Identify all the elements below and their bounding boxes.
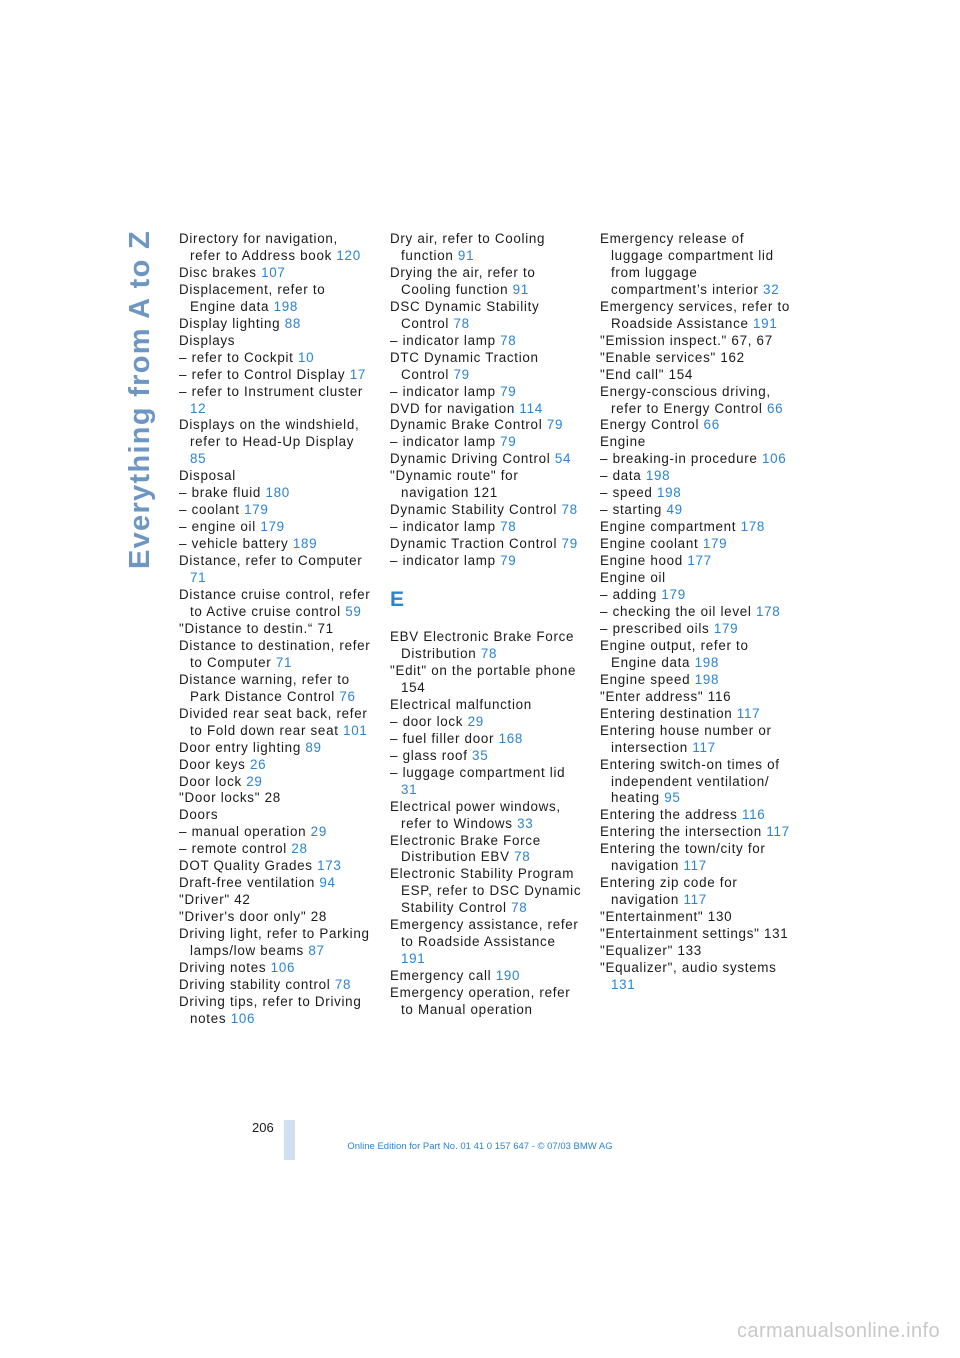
page-reference-link[interactable]: 54 (554, 451, 572, 467)
index-entry (390, 553, 582, 570)
index-entry-text: – speed (600, 485, 653, 501)
edition-footer: Online Edition for Part No. 01 41 0 157 647 - © 07/03 BMW AG (347, 1141, 613, 1152)
index-entry (179, 841, 371, 858)
index-entry (600, 417, 792, 434)
page-tab-bar (284, 1120, 295, 1160)
page-reference-link[interactable]: 94 (319, 875, 336, 891)
index-entry (600, 807, 792, 824)
index-entry (600, 485, 792, 502)
index-entry (179, 519, 371, 536)
index-entry-text: "Edit" on the portable phone 154 (390, 662, 577, 695)
index-entry-text: Energy-conscious driving, refer to Energy Control (600, 383, 771, 416)
page-reference-link[interactable]: 78 (453, 315, 470, 331)
page-reference-link[interactable]: 179 (713, 620, 739, 636)
page-reference-link[interactable]: 179 (702, 536, 728, 552)
index-entry (390, 350, 582, 384)
index-column-3 (600, 231, 792, 994)
index-entry-text: – fuel filler door (390, 730, 495, 746)
index-entry-text: "Door locks" 28 (179, 790, 281, 806)
page-reference-link[interactable]: 106 (230, 1010, 256, 1026)
index-entry (600, 451, 792, 468)
index-entry (600, 621, 792, 638)
index-entry (390, 536, 582, 553)
index-entry-text: EBV Electronic Brake Force Distribution (390, 629, 575, 662)
index-entry-text: Doors (179, 807, 219, 823)
page-reference-link[interactable]: 66 (703, 417, 720, 433)
section-title (118, 230, 162, 580)
index-entry (179, 621, 371, 638)
index-entry-text: – coolant (179, 502, 240, 518)
index-entry (390, 451, 582, 468)
index-entry (390, 629, 582, 663)
index-entry-text: – prescribed oils (600, 620, 710, 636)
index-entry-text: Engine hood (600, 553, 683, 569)
watermark: carmanualsonline.info (737, 1320, 940, 1342)
index-entry (179, 909, 371, 926)
index-entry (179, 265, 371, 282)
index-entry-text: Emergency assistance, refer to Roadside Assistance (390, 917, 579, 950)
index-entry-text: – manual operation (179, 824, 307, 840)
index-entry-text: – refer to Instrument cluster (179, 383, 364, 399)
index-entry (600, 367, 792, 384)
index-entry (179, 502, 371, 519)
page-reference-link[interactable]: 31 (401, 781, 418, 797)
index-entry-text: – breaking-in procedure (600, 451, 758, 467)
index-entry-text: Emergency release of luggage compartment lid from luggage compartment’s interior (600, 231, 774, 297)
index-entry-text: – refer to Control Display (179, 366, 346, 382)
index-entry-text: Draft-free ventilation (179, 875, 315, 891)
index-entry (179, 485, 371, 502)
page-reference-link[interactable]: 28 (291, 841, 308, 857)
index-entry-text: "Equalizer" 133 (600, 943, 702, 959)
page-reference-link[interactable]: 190 (495, 968, 521, 984)
index-entry-text: "Driver's door only" 28 (179, 909, 327, 925)
page-reference-link[interactable]: 78 (500, 519, 517, 535)
index-entry (390, 833, 582, 867)
index-entry (390, 231, 582, 265)
index-entry (179, 926, 371, 960)
index-entry-text: Drying the air, refer to Cooling function (390, 264, 536, 297)
index-entry (179, 553, 371, 587)
page-reference-link[interactable]: 78 (500, 332, 517, 348)
index-entry (179, 638, 371, 672)
page-reference-link[interactable]: 191 (753, 315, 778, 331)
index-entry-text: – refer to Cockpit (179, 349, 294, 365)
page-reference-link[interactable]: 91 (457, 247, 475, 263)
page-reference-link[interactable]: 79 (453, 366, 470, 382)
index-entry (179, 316, 371, 333)
index-entry-text: – door lock (390, 713, 464, 729)
page-reference-link[interactable]: 79 (500, 434, 517, 450)
page-reference-link[interactable]: 106 (761, 451, 787, 467)
index-entry (179, 282, 371, 316)
index-entry-text: "Entertainment settings" 131 (600, 926, 789, 942)
index-entry (600, 299, 792, 333)
page-reference-link[interactable]: 71 (190, 570, 207, 586)
index-entry-text: Emergency services, refer to Roadside Assistance (600, 298, 791, 331)
index-entry (179, 807, 371, 824)
index-entry (179, 706, 371, 740)
index-entry (600, 723, 792, 757)
index-entry (600, 587, 792, 604)
page-reference-link[interactable]: 107 (261, 264, 286, 280)
page-reference-link[interactable]: 116 (742, 807, 766, 823)
index-entry (390, 265, 582, 299)
page-reference-link[interactable]: 120 (336, 247, 361, 263)
index-entry-text: Displacement, refer to Engine data (179, 281, 326, 314)
index-entry-text: – luggage compartment lid (390, 764, 566, 780)
page-reference-link[interactable]: 178 (755, 603, 781, 619)
index-entry-text: Entering the town/city for navigation (600, 841, 766, 874)
index-entry-text: Electronic Brake Force Distribution EBV (390, 832, 541, 865)
page-reference-link[interactable]: 26 (250, 756, 267, 772)
index-entry-text: Driving light, refer to Parking lamps/low beams (179, 926, 370, 959)
index-entry (600, 943, 792, 960)
index-entry-text: "Entertainment" 130 (600, 909, 733, 925)
page-reference-link[interactable]: 66 (766, 400, 784, 416)
index-entry-text: Dry air, refer to Cooling function (390, 231, 546, 263)
page-reference-link[interactable]: 49 (666, 502, 683, 518)
index-entry (179, 333, 371, 350)
index-entry-text: Distance, refer to Computer (179, 553, 363, 569)
index-entry-text: – data (600, 468, 642, 484)
index-entry-text: "Dynamic route" for navigation 121 (390, 468, 519, 501)
index-entry (179, 774, 371, 791)
index-entry (390, 985, 582, 1019)
page-reference-link[interactable]: 29 (467, 713, 484, 729)
index-entry (179, 468, 371, 485)
index-entry (390, 799, 582, 833)
index-entry (600, 434, 792, 451)
index-entry-text: Engine coolant (600, 536, 699, 552)
page-reference-link[interactable]: 85 (190, 451, 207, 467)
page-reference-link[interactable]: 29 (310, 824, 327, 840)
page-reference-link[interactable]: 79 (561, 536, 578, 552)
page-reference-link[interactable]: 17 (349, 366, 367, 382)
index-entry (390, 299, 582, 333)
page-reference-link[interactable]: 191 (401, 951, 426, 967)
index-entry (390, 434, 582, 451)
index-entry (179, 672, 371, 706)
page-reference-link[interactable]: 59 (345, 603, 362, 619)
index-column-2 (390, 231, 582, 1019)
index-entry (390, 765, 582, 799)
index-entry-text: – indicator lamp (390, 519, 496, 535)
index-entry (600, 824, 792, 841)
index-entry-text: Electrical malfunction (390, 696, 532, 712)
index-entry-text: "Equalizer", audio systems (600, 959, 777, 975)
index-entry (390, 968, 582, 985)
index-entry (600, 519, 792, 536)
page-reference-link[interactable]: 198 (694, 654, 720, 670)
page-reference-link[interactable]: 78 (511, 900, 528, 916)
index-entry (179, 892, 371, 909)
index-entry-text: Emergency operation, refer to Manual operation (390, 985, 571, 1018)
index-entry-text: DVD for navigation (390, 400, 515, 416)
index-entry-text: Emergency call (390, 968, 492, 984)
index-entry-text: Door keys (179, 756, 246, 772)
index-entry-text: Engine speed (600, 671, 691, 687)
section-title-text: Everything from A to Z (124, 230, 156, 570)
index-entry-text: Disposal (179, 468, 236, 484)
index-entry-text: Dynamic Stability Control (390, 502, 558, 518)
page-reference-link[interactable]: 117 (736, 705, 761, 721)
page-reference-link[interactable]: 177 (687, 553, 712, 569)
index-entry-text: Displays on the windshield, refer to Head-Up Display (179, 417, 360, 450)
index-entry (600, 841, 792, 875)
index-entry (179, 417, 371, 468)
index-entry-text: Distance cruise control, refer to Active cruise control (179, 587, 371, 619)
page-reference-link[interactable]: 168 (498, 730, 524, 746)
page-reference-link[interactable]: 117 (683, 892, 707, 908)
index-entry-text: Energy Control (600, 417, 700, 433)
index-entry-text: Engine compartment (600, 519, 737, 535)
index-entry (179, 875, 371, 892)
index-entry-text: DTC Dynamic Traction Control (390, 349, 539, 382)
index-entry-text: Distance warning, refer to Park Distance Control (179, 671, 350, 704)
index-entry-text: Engine output, refer to Engine data (600, 637, 749, 670)
page-reference-link[interactable]: 198 (694, 671, 720, 687)
index-entry (179, 960, 371, 977)
page-reference-link[interactable]: 101 (343, 722, 368, 738)
index-entry-text: – brake fluid (179, 485, 262, 501)
index-entry-text: "Driver" 42 (179, 892, 251, 908)
index-entry-text: Entering the intersection (600, 824, 762, 840)
index-entry (390, 731, 582, 748)
index-entry (600, 909, 792, 926)
index-entry-text: Electronic Stability Program ESP, refer to DSC Dynamic Stability Control (390, 866, 582, 916)
page-reference-link[interactable]: 76 (339, 688, 356, 704)
index-entry-text: Driving notes (179, 959, 267, 975)
page-reference-link[interactable]: 198 (273, 298, 299, 314)
index-entry (179, 587, 371, 621)
index-entry (179, 824, 371, 841)
index-entry-text: Dynamic Brake Control (390, 417, 543, 433)
page-reference-link[interactable]: 198 (656, 485, 682, 501)
index-entry-text: Engine (600, 434, 646, 450)
index-entry-text: – glass roof (390, 747, 468, 763)
page-reference-link[interactable]: 32 (763, 281, 780, 297)
index-entry (390, 333, 582, 350)
index-entry-text: – indicator lamp (390, 434, 496, 450)
index-entry (179, 790, 371, 807)
page-reference-link[interactable]: 179 (661, 587, 686, 603)
page-reference-link[interactable]: 179 (260, 519, 285, 535)
page-reference-link[interactable]: 79 (546, 417, 564, 433)
index-entry (600, 350, 792, 367)
page-reference-link[interactable]: 198 (645, 468, 671, 484)
index-entry (179, 858, 371, 875)
index-entry-text: – indicator lamp (390, 383, 496, 399)
index-entry-text: DSC Dynamic Stability Control (390, 298, 540, 331)
index-entry-text: DOT Quality Grades (179, 858, 313, 874)
page-reference-link[interactable]: 91 (512, 281, 529, 297)
index-entry-text: Disc brakes (179, 264, 257, 280)
index-entry-text: Door lock (179, 773, 242, 789)
page-reference-link[interactable]: 180 (265, 485, 290, 501)
page-reference-link[interactable]: 178 (740, 519, 766, 535)
index-entry (179, 994, 371, 1028)
page-reference-link[interactable]: 78 (561, 502, 578, 518)
index-entry (600, 757, 792, 808)
page-reference-link[interactable]: 89 (305, 739, 322, 755)
page-reference-link[interactable]: 173 (317, 858, 342, 874)
index-entry (600, 384, 792, 418)
index-entry (600, 553, 792, 570)
index-entry-text: – vehicle battery (179, 536, 289, 552)
index-entry (179, 350, 371, 367)
index-entry-text: Divided rear seat back, refer to Fold down rear seat (179, 705, 368, 738)
index-entry-text: Dynamic Driving Control (390, 451, 551, 467)
index-entry (600, 536, 792, 553)
page-reference-link[interactable]: 117 (692, 739, 716, 755)
page-reference-link[interactable]: 189 (292, 536, 318, 552)
index-entry-text: – remote control (179, 841, 287, 857)
index-entry (179, 536, 371, 553)
index-entry-text: – indicator lamp (390, 332, 496, 348)
index-entry-text: Engine oil (600, 570, 666, 586)
index-entry-text: "Enter address" 116 (600, 688, 732, 704)
page-reference-link[interactable]: 71 (275, 654, 293, 670)
index-entry (600, 333, 792, 350)
index-column-1 (179, 231, 371, 1028)
index-entry-text: Distance to destination, refer to Computer (179, 637, 371, 670)
index-entry-text: Entering the address (600, 807, 738, 823)
index-entry (600, 502, 792, 519)
index-entry-text: Displays (179, 332, 236, 348)
index-entry (600, 960, 792, 994)
index-entry-text: Entering destination (600, 705, 733, 721)
index-entry (600, 570, 792, 587)
page-reference-link[interactable]: 78 (334, 976, 352, 992)
index-entry (600, 689, 792, 706)
page-reference-link[interactable]: 117 (766, 824, 790, 840)
index-entry-text: Entering switch-on times of independent ventilation/ heating (600, 756, 780, 806)
index-letter-heading: E (390, 588, 405, 612)
index-entry (600, 926, 792, 943)
index-entry-text: Door entry lighting (179, 739, 301, 755)
index-entry (600, 638, 792, 672)
index-entry-text: Entering house number or intersection (600, 722, 772, 755)
index-entry-text: Driving stability control (179, 976, 331, 992)
page-number: 206 (252, 1120, 274, 1135)
page-reference-link[interactable]: 179 (244, 502, 269, 518)
index-entry-text: "Enable services" 162 (600, 349, 745, 365)
index-entry-text: – checking the oil level (600, 603, 752, 619)
index-entry-text: "Distance to destin.“ 71 (179, 620, 334, 636)
index-entry (390, 384, 582, 401)
index-entry-text: – engine oil (179, 519, 256, 535)
page-reference-link[interactable]: 131 (611, 976, 636, 992)
index-entry-text: Entering zip code for navigation (600, 875, 738, 908)
index-entry (600, 875, 792, 909)
index-entry (600, 706, 792, 723)
page-reference-link[interactable]: 117 (683, 858, 707, 874)
index-entry (390, 917, 582, 968)
page-reference-link[interactable]: 78 (514, 849, 531, 865)
index-entry (179, 384, 371, 418)
index-entry-text: – indicator lamp (390, 553, 496, 569)
page-reference-link[interactable]: 33 (517, 815, 534, 831)
index-entry (390, 663, 582, 697)
index-entry (179, 367, 371, 384)
index-entry-text: – starting (600, 502, 663, 518)
index-entry-text: Dynamic Traction Control (390, 536, 558, 552)
index-entry (390, 417, 582, 434)
index-entry-text: Driving tips, refer to Driving notes (179, 993, 362, 1026)
index-entry (600, 231, 792, 299)
page-reference-link[interactable]: 35 (472, 747, 489, 763)
index-entry (390, 519, 582, 536)
index-entry-text: Electrical power windows, refer to Windows (390, 798, 561, 831)
page-reference-link[interactable]: 78 (480, 646, 498, 662)
index-entry-text: "End call" 154 (600, 366, 694, 382)
page-reference-link[interactable]: 88 (284, 315, 301, 331)
index-entry (390, 502, 582, 519)
page-reference-link[interactable]: 106 (270, 959, 296, 975)
index-entry-text: – adding (600, 587, 657, 603)
index-entry (390, 748, 582, 765)
index-entry (179, 231, 371, 265)
index-entry (600, 604, 792, 621)
index-entry (600, 672, 792, 689)
index-entry (179, 740, 371, 757)
index-entry-text: Directory for navigation, refer to Address book (179, 231, 338, 263)
index-entry (390, 401, 582, 418)
index-entry (600, 468, 792, 485)
index-entry (390, 714, 582, 731)
page-reference-link[interactable]: 79 (500, 553, 517, 569)
index-entry-text: "Emission inspect." 67, 67 (600, 332, 773, 348)
page-reference-link[interactable]: 114 (519, 400, 543, 416)
index-entry (390, 866, 582, 917)
page-reference-link[interactable]: 12 (190, 400, 207, 416)
page-reference-link[interactable]: 10 (297, 349, 315, 365)
index-entry (390, 697, 582, 714)
index-entry (390, 468, 582, 502)
page-reference-link[interactable]: 29 (246, 773, 263, 789)
page-reference-link[interactable]: 79 (500, 383, 517, 399)
page-reference-link[interactable]: 95 (664, 790, 681, 806)
index-entry (179, 977, 371, 994)
index-entry-text: Display lighting (179, 315, 281, 331)
index-entry (179, 757, 371, 774)
page-reference-link[interactable]: 87 (308, 943, 325, 959)
